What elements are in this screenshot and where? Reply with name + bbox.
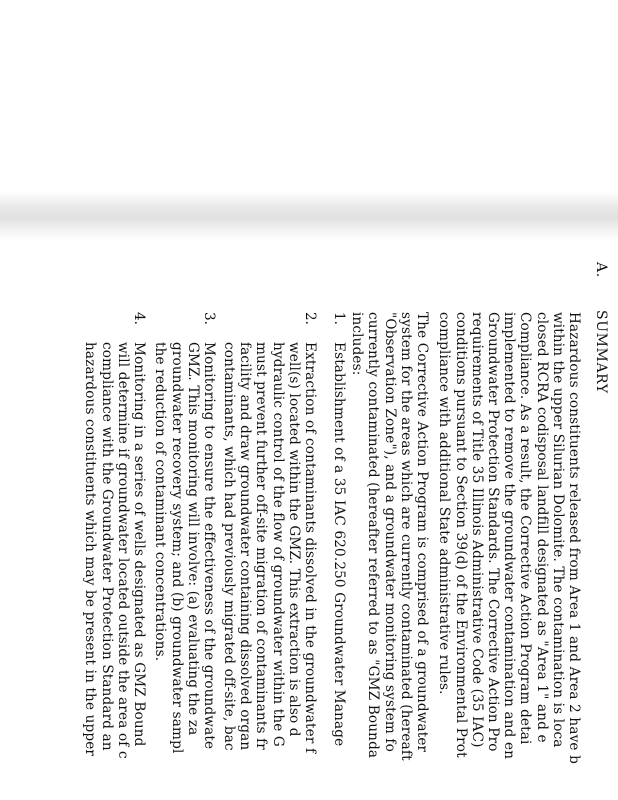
paragraph-line: will determine if groundwater located outside the area of c	[114, 342, 131, 759]
paragraph-line: GMZ. This monitoring will involve: (a) evaluating the za	[184, 342, 201, 736]
paragraph-line: includes:	[349, 312, 366, 376]
section-title: SUMMARY	[593, 310, 609, 394]
paragraph-line: Monitoring to ensure the effectiveness of the groundwate	[201, 342, 217, 750]
paragraph-line: closed RCRA codisposal landfill designated as "Area 1" and e	[533, 312, 550, 743]
list-item	[0, 312, 147, 800]
paragraph-line: well(s) located within the GMZ. This extraction is also d	[285, 342, 302, 737]
list-item-number: 4.	[131, 312, 147, 325]
paragraph-line: the reduction of contaminant concentrations.	[152, 342, 169, 662]
paragraph-line: compliance with additional State administrative rules.	[436, 312, 453, 695]
paragraph-line: compliance with the Groundwater Protection Standard an	[98, 342, 115, 751]
section-letter: A.	[593, 262, 609, 278]
scan-shadow-band	[0, 192, 618, 240]
paragraph-line: within the upper Silurian Dolomite. The contamination is loca	[549, 312, 566, 748]
paragraph-line: groundwater recovery system; and (b) groundwater sampl	[168, 342, 185, 754]
paragraph-line: contaminants, which had previously migrated off-site, bac	[221, 342, 237, 751]
paragraph-line: Establishment of a 35 IAC 620.250 Groundwater Manage	[331, 342, 347, 747]
paragraph-line: Compliance. As a result, the Corrective Action Program detai	[517, 312, 534, 745]
paragraph-line: "Observation Zone"), and a groundwater monitoring system fo	[381, 312, 398, 752]
paragraph-line: Monitoring in a series of wells designated as GMZ Bound	[131, 342, 147, 747]
paragraph-line: implemented to remove the groundwater contamination and en	[501, 312, 518, 760]
list-item-number: 2.	[302, 312, 318, 325]
paragraph-line: hazardous constituents which may be present in the upper	[82, 342, 99, 757]
paragraph-line: requirements of Title 35 Illinois Administrative Code (35 IAC)	[468, 312, 485, 748]
paragraph-line: hydraulic control of the flow of groundwater within the G	[269, 342, 286, 747]
list-item-number: 1.	[331, 312, 347, 325]
paragraph-line: facility and draw groundwater containing dissolved organ	[237, 342, 254, 751]
list-item-number: 3.	[201, 312, 217, 325]
paragraph-line: Groundwater Protection Standards. The Corrective Action Pro	[485, 312, 501, 752]
paragraph-line: currently contaminated (hereafter referred to as "GMZ Bounda	[365, 312, 382, 759]
paragraph-line: must prevent further off-site migration of contaminants fr	[253, 342, 270, 750]
paragraph-line: The Corrective Action Program is comprised of a groundwater	[414, 312, 430, 753]
paragraph-line: Hazardous constituents released from Area 1 and Area 2 have b	[566, 312, 582, 764]
paragraph-line: conditions pursuant to Section 39(d) of the Environmental Prot	[452, 312, 469, 758]
paragraph-line: system for the areas which are currently contaminated (hereaft	[397, 312, 414, 761]
paragraph-line: Extraction of contaminants dissolved in the groundwater f	[302, 342, 318, 754]
